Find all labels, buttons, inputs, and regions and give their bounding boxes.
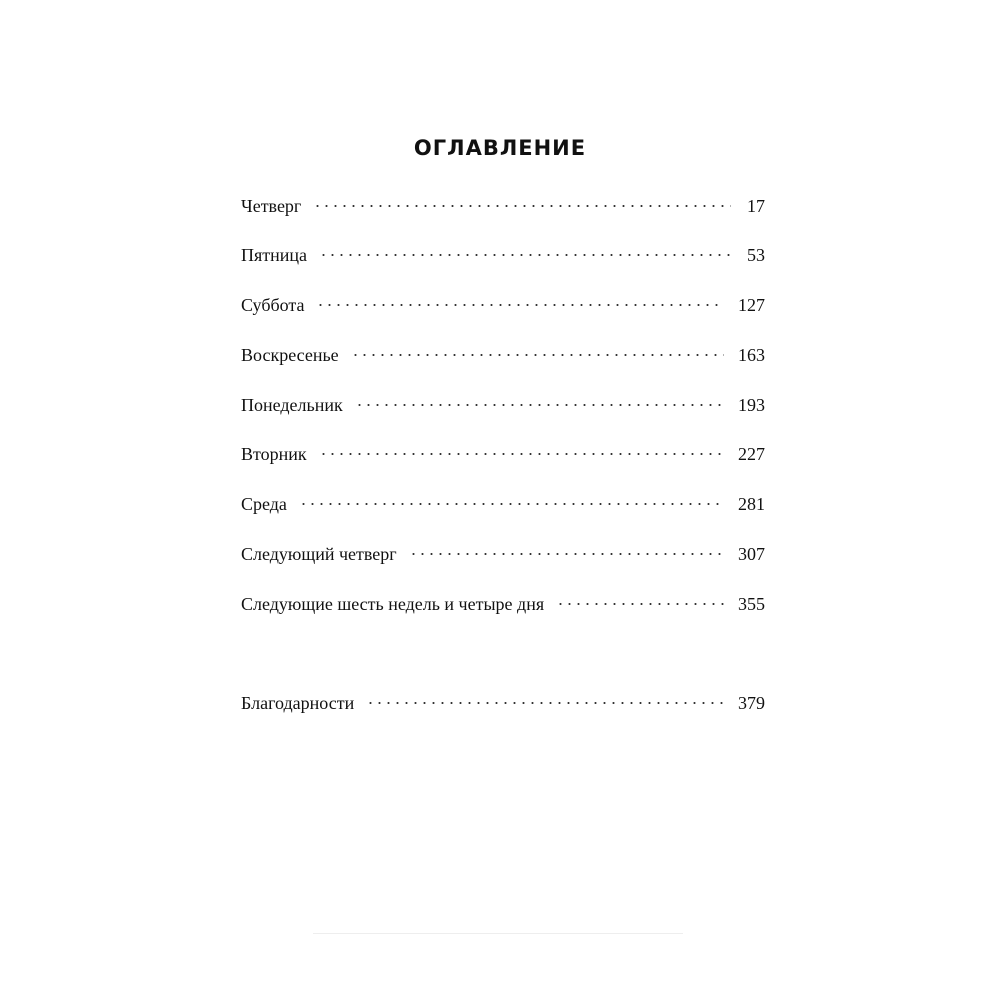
toc-leader-dots [351, 337, 724, 361]
toc-entry-saturday[interactable] [241, 287, 765, 317]
toc-entry-label: Четверг [241, 196, 302, 216]
toc-entry-label: Воскресенье [241, 345, 339, 365]
toc-entry-thursday[interactable] [241, 188, 765, 218]
toc-leader-dots [319, 436, 724, 460]
toc-entry-sunday[interactable] [241, 337, 765, 367]
toc-leader-dots [355, 387, 724, 411]
toc-entry-tuesday[interactable] [241, 436, 765, 466]
toc-entry-acknowledgments[interactable] [241, 685, 765, 715]
page-bottom-rule [313, 933, 683, 934]
toc-entry-monday[interactable] [241, 387, 765, 417]
toc-leader-dots [319, 237, 731, 261]
toc-entry-next-thursday[interactable] [241, 536, 765, 566]
toc-leader-dots [313, 188, 731, 212]
toc-entry-label: Понедельник [241, 395, 343, 415]
toc-entry-page-number: 193 [738, 395, 765, 415]
toc-entry-page-number: 127 [738, 295, 765, 315]
toc-leader-dots [316, 287, 724, 311]
toc-leader-dots [299, 486, 724, 510]
toc-entry-page-number: 163 [738, 345, 765, 365]
toc-entry-page-number: 355 [738, 594, 765, 614]
toc-entry-page-number: 307 [738, 544, 765, 564]
toc-entry-label: Вторник [241, 444, 307, 464]
toc-entry-wednesday[interactable] [241, 486, 765, 516]
toc-entry-label: Благодарности [241, 693, 355, 713]
toc-entry-label: Суббота [241, 295, 305, 315]
toc-leader-dots [366, 685, 724, 709]
toc-entry-page-number: 281 [738, 494, 765, 514]
toc-entry-label: Среда [241, 494, 287, 514]
toc-entry-friday[interactable] [241, 237, 765, 267]
toc-entry-label: Следующий четверг [241, 544, 397, 564]
toc-title: ОГЛАВЛЕНИЕ [413, 136, 587, 160]
toc-leader-dots [409, 536, 724, 560]
toc-entry-next-six-weeks[interactable] [241, 586, 765, 616]
toc-entry-page-number: 227 [738, 444, 765, 464]
toc-leader-dots [556, 586, 724, 610]
toc-entry-page-number: 17 [747, 196, 765, 216]
toc-entry-page-number: 379 [738, 693, 765, 713]
toc-entry-page-number: 53 [747, 245, 765, 265]
toc-entry-label: Пятница [241, 245, 308, 265]
toc-entry-label: Следующие шесть недель и четыре дня [241, 594, 545, 614]
